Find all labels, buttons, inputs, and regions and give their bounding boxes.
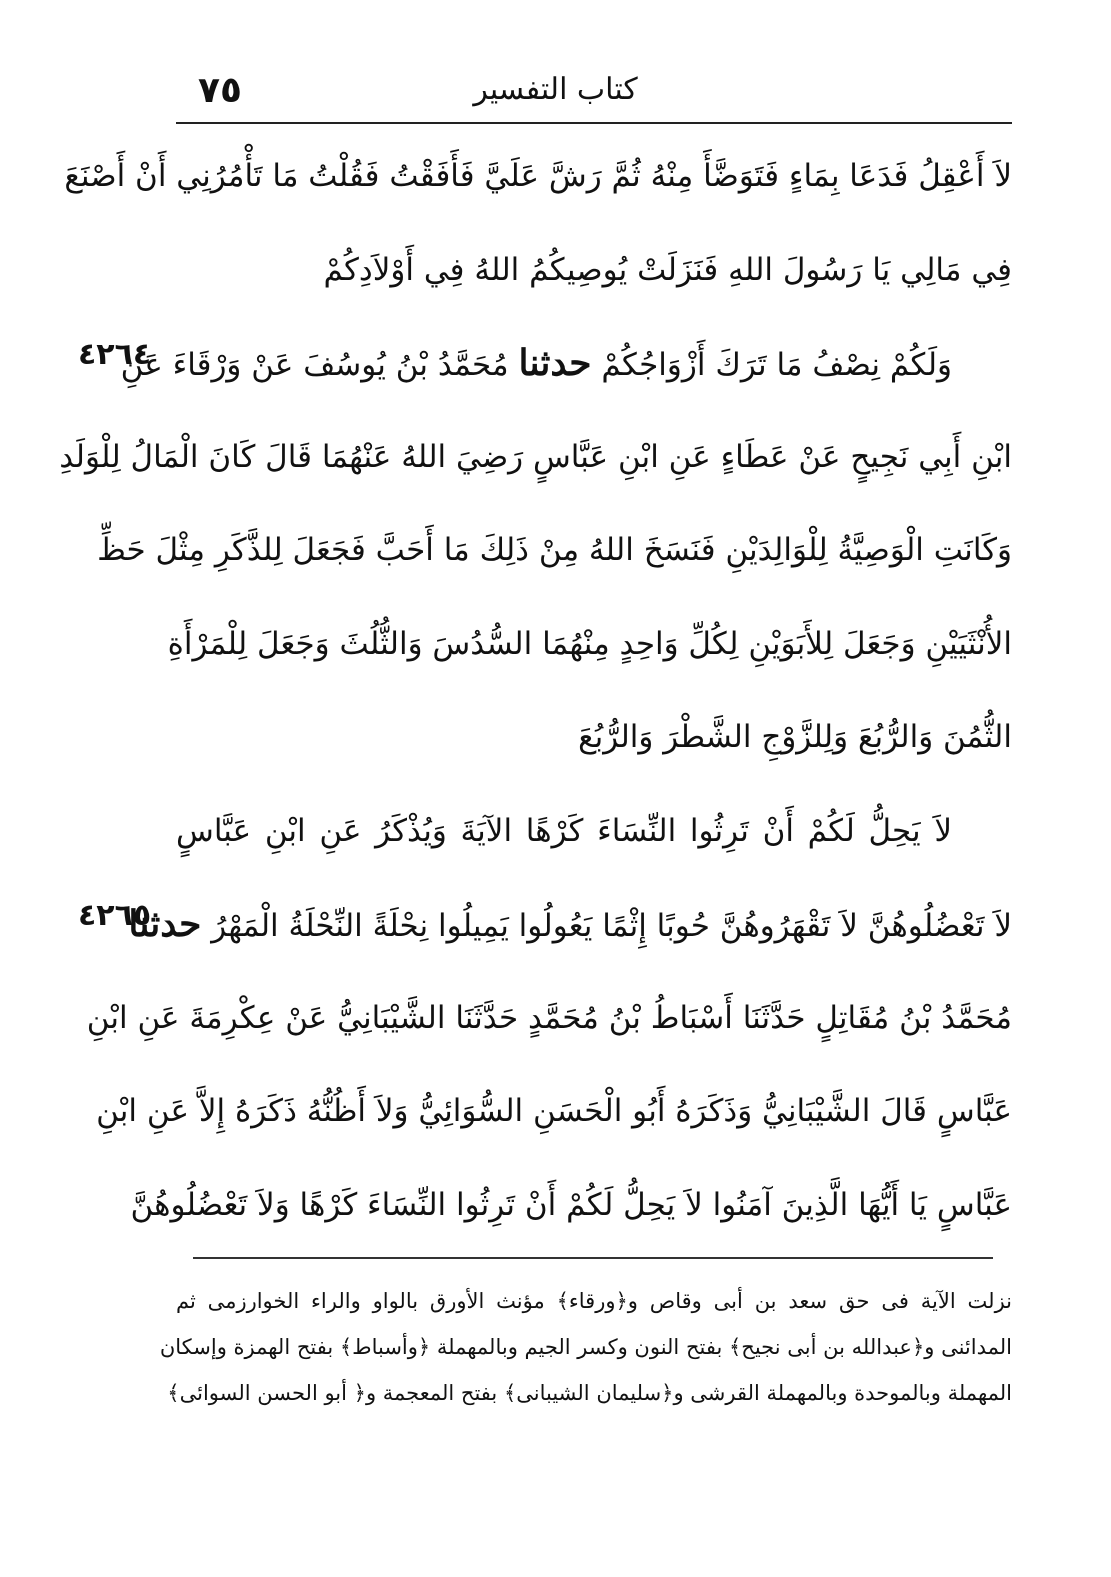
text-line-2: فِي مَالِي يَا رَسُولَ اللهِ فَنَزَلَتْ يُوصِيكُمُ اللهُ فِي أَوْلاَدِكُمْ [323, 251, 1012, 288]
text-line-7: الثُّمُنَ وَالرُّبُعَ وَلِلزَّوْجِ الشَّطْرَ وَالرُّبُعَ [578, 719, 1012, 755]
text-line-11: عَبَّاسٍ قَالَ الشَّيْبَانِيُّ وَذَكَرَهُ أَبُو الْحَسَنِ السُّوَائِيُّ وَلاَ أَظُنُّهُ ذَكَرَهُ إِلاَّ عَنِ ابْنِ [96, 1093, 1012, 1129]
text-line-6: الأُنْثَيَيْنِ وَجَعَلَ لِلأَبَوَيْنِ لِكُلِّ وَاحِدٍ مِنْهُمَا السُّدُسَ وَالثُّلُثَ وَجَعَلَ لِلْمَرْأَةِ [167, 625, 1012, 662]
text-line-8: لاَ يَحِلُّ لَكُمْ أَنْ تَرِثُوا النِّسَاءَ كَرْهًا الآيَةَ وَيُذْكَرُ عَنِ ابْنِ عَبَّاسٍ [176, 812, 952, 849]
running-header-title: كتاب التفسير [473, 72, 638, 107]
text-line-9-content: لاَ تَعْضُلُوهُنَّ لاَ تَقْهَرُوهُنَّ حُوبًا إِثْمًا يَعُولُوا يَمِيلُوا نِحْلَةً النِّحْلَةُ الْمَهْرُ [211, 908, 1012, 944]
footnote-line-1: نزلت الآية فى حق سعد بن أبى وقاص و﴿ورقاء﴾ مؤنث الأورق بالواو والراء الخوارزمى ثم [176, 1289, 1012, 1313]
footnote-line-2: المدائنى و﴿عبدالله بن أبى نجيح﴾ بفتح النون وكسر الجيم وبالمهملة ﴿وأسباط﴾ بفتح الهمزة وإسكان [159, 1335, 1012, 1359]
text-line-3 [120, 317, 1012, 411]
hadith-number-4264: ٤٢٦٤ [78, 337, 152, 372]
text-line-5: وَكَانَتِ الْوَصِيَّةُ لِلْوَالِدَيْنِ فَنَسَخَ اللهُ مِنْ ذَلِكَ مَا أَحَبَّ فَجَعَلَ لِلذَّكَرِ مِثْلَ حَظِّ [97, 532, 1012, 568]
page-number: ٧٥ [198, 70, 242, 111]
text-line-4: ابْنِ أَبِي نَجِيحٍ عَنْ عَطَاءٍ عَنِ ابْنِ عَبَّاسٍ رَضِيَ اللهُ عَنْهُمَا قَالَ كَانَ الْمَالُ لِلْوَلَدِ [59, 438, 1012, 475]
footnote-line-3: المهملة وبالموحدة وبالمهملة القرشى و﴿سليمان الشيبانى﴾ بفتح المعجمة و﴿ أبو الحسن السوائى﴾ [167, 1381, 1012, 1405]
haddathana-marker: حدثنا [518, 342, 592, 384]
text-line-12: عَبَّاسٍ يَا أَيُّهَا الَّذِينَ آمَنُوا لاَ يَحِلُّ لَكُمْ أَنْ تَرِثُوا النِّسَاءَ كَرْهًا وَلاَ تَعْضُلُوهُنَّ [130, 1186, 1012, 1223]
hadith-number-4265: ٤٢٦٥ [78, 898, 152, 933]
haddathana-marker-2: حدثنا [128, 903, 202, 945]
text-line-9 [128, 878, 1012, 972]
footnotes [159, 1278, 1012, 1416]
text-line-1: لاَ أَعْقِلُ فَدَعَا بِمَاءٍ فَتَوَضَّأَ مِنْهُ ثُمَّ رَشَّ عَلَيَّ فَأَفَقْتُ فَقُلْتُ مَا تَأْمُرُنِي أَنْ أَصْنَعَ [64, 158, 1012, 194]
text-line-10: مُحَمَّدُ بْنُ مُقَاتِلٍ حَدَّثَنَا أَسْبَاطُ بْنُ مُحَمَّدٍ حَدَّثَنَا الشَّيْبَانِيُّ عَنْ عِكْرِمَةَ عَنِ ابْنِ [86, 999, 1012, 1036]
header-rule [176, 122, 1012, 124]
text-line-3-isnad: مُحَمَّدُ بْنُ يُوسُفَ عَنْ وَرْقَاءَ عَنِ [120, 347, 509, 383]
footnote-rule [193, 1257, 993, 1259]
text-line-3-verse: وَلَكُمْ نِصْفُ مَا تَرَكَ أَزْوَاجُكُمْ [601, 347, 952, 383]
